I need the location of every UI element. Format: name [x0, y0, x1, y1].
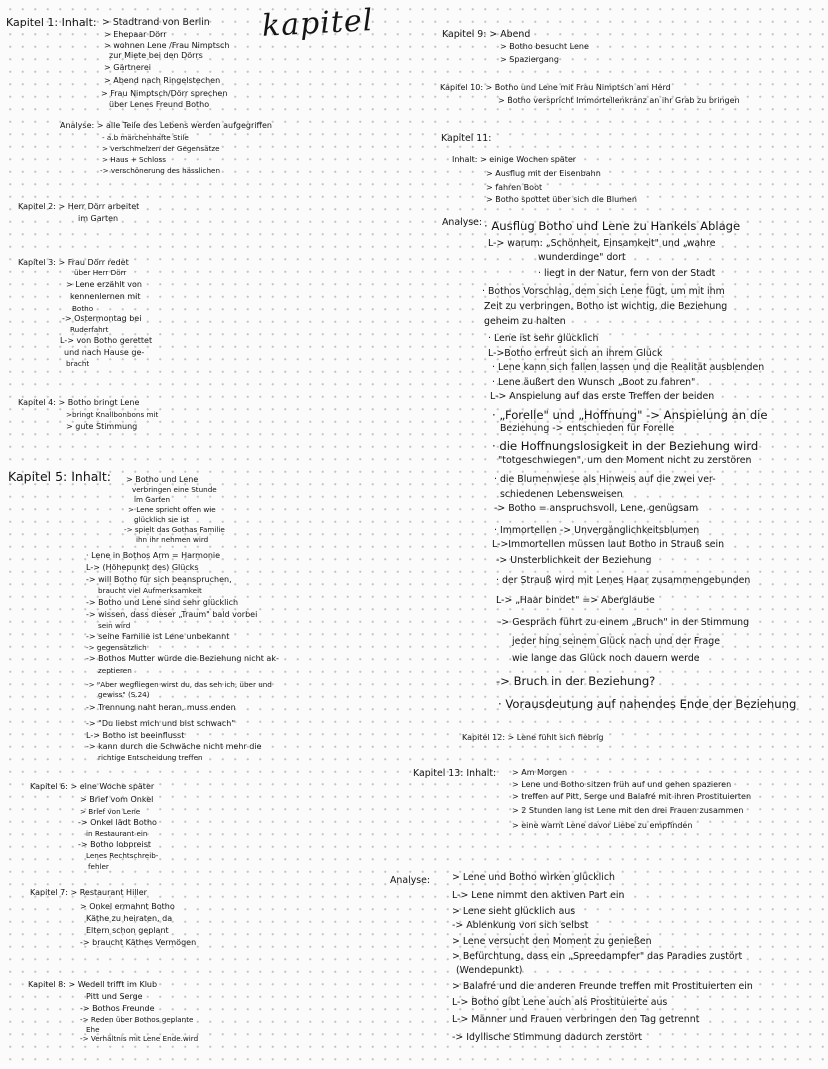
note-line-k11-a18: schiedenen Lebensweisen	[500, 489, 623, 500]
note-line-k3-l8: und nach Hause ge-	[64, 348, 145, 357]
note-line-k6-l3: -> Onkel lädt Botho	[78, 818, 157, 827]
note-line-k5-a17: -> kann durch die Schwäche nicht mehr die	[86, 742, 262, 751]
note-line-k6-l1: > Brief vom Onkel	[80, 795, 154, 804]
note-line-k5-l4: > Lene spricht offen wie	[128, 505, 216, 514]
note-line-k5-l1: > Botho und Lene	[126, 475, 199, 484]
note-line-k8-l3: -> Reden über Bothos geplante	[80, 1015, 194, 1024]
note-line-k5-a2: L-> (Höhepunkt des) Glücks	[86, 563, 199, 572]
note-line-k1-l2: > Ehepaar Dörr	[104, 30, 167, 39]
page-title: kapitel	[261, 3, 375, 44]
note-line-k5-a6: -> wissen, dass dieser „Traum" bald vorbei	[86, 610, 258, 619]
note-line-k5-a9: -> gegensätzlich	[86, 643, 147, 652]
note-line-k4-l1: >bringt Knallbonbons mit	[66, 410, 159, 419]
note-line-k11-a12: L-> Anspielung auf das erste Treffen der beiden	[490, 391, 715, 402]
note-line-k1-l5: > Gärtnerei	[104, 63, 152, 72]
note-line-k5-label: Kapitel 5: Inhalt:	[8, 469, 111, 484]
note-line-k13-l1: > Am Morgen	[512, 768, 568, 777]
note-line-k10-l1: > Botho verspricht Immortellenkranz an ihr Grab zu bringen	[498, 96, 740, 105]
note-line-k7-l2: Käthe zu heiraten, da	[86, 914, 173, 923]
note-line-k11-a10: · Lene kann sich fallen lassen und die Realität ausblenden	[492, 362, 765, 373]
note-line-k8-l5: -> Verhältnis mit Lene Ende.wird	[80, 1034, 199, 1043]
note-line-k11-a25: -> Gespräch führt zu einem „Bruch" in der Stimmung	[498, 617, 750, 628]
note-line-k11-a22: -> Unsterblichkeit der Beziehung	[496, 555, 652, 566]
note-line-k11-a2: L-> warum: „Schönheit, Einsamkeit" und „wahre	[488, 238, 716, 249]
note-line-k5-l2: verbringen eine Stunde	[132, 485, 217, 494]
note-line-k8-l2: -> Bothos Freunde	[80, 1004, 155, 1013]
note-line-k9-l1: > Botho besucht Lene	[500, 42, 589, 51]
note-line-k1-a4: -> verschönerung des hässlichen	[100, 166, 221, 175]
note-line-k6-label: Kapitel 6: > eine Woche später	[30, 782, 155, 791]
note-line-k11-a20: · Immortellen -> Unvergänglichkeitsblumen	[494, 525, 700, 536]
note-line-k7-l1: > Onkel ermahnt Botho	[80, 902, 175, 911]
note-line-k5-a12: -> "Aber wegfliegen wirst du, das seh ich, über und	[86, 680, 272, 689]
note-line-k3-l7: L-> von Botho gerettet	[60, 336, 153, 345]
note-line-k1-a3: > Haus + Schloss	[102, 155, 166, 164]
note-line-k5-l5: glücklich sie ist	[134, 515, 190, 524]
note-line-k11-an: Analyse:	[442, 217, 483, 228]
note-line-k13-a10: L-> Männer und Frauen verbringen den Tag getrennt	[452, 1014, 700, 1025]
note-line-k11-a9: L->Botho erfreut sich an ihrem Glück	[488, 348, 663, 359]
note-line-k11-a8: · Lene ist sehr glücklich	[488, 333, 599, 344]
note-line-k4-l2: > gute Stimmung	[66, 422, 138, 431]
note-line-k11-a1: · Ausflug Botho und Lene zu Hankels Ablage	[484, 219, 741, 233]
note-line-k7-label: Kapitel 7: > Restaurant Hiller	[30, 888, 147, 897]
note-line-k11-a27: wie lange das Glück noch dauern werde	[512, 653, 700, 664]
note-line-k9-label: Kapitel 9: > Abend	[442, 29, 531, 40]
note-line-k6-l5: -> Botho lobpreist	[78, 840, 151, 849]
note-line-k11-a26: jeder hing seinem Glück nach und der Frage	[512, 636, 720, 647]
note-line-k13-label: Kapitel 13: Inhalt:	[413, 768, 497, 779]
note-line-k11-a15: · die Hoffnungslosigkeit in der Beziehung wird	[492, 439, 759, 453]
note-line-k6-l2: > Brief von Lene	[80, 807, 141, 816]
note-line-k13-a6: > Befürchtung, dass ein „Spreedampfer" das Paradies zustört	[452, 951, 743, 962]
note-line-k13-a9: L-> Botho gibt Lene auch als Prostituierte aus	[452, 997, 668, 1008]
note-line-k5-a1: · Lene in Bothos Arm = Harmonie	[86, 551, 221, 560]
note-line-k8-l1: Pitt und Serge	[86, 992, 143, 1001]
note-line-k7-l3: Eltern schon geplant	[86, 926, 169, 935]
note-line-k5-a5: -> Botho und Lene sind sehr glücklich	[86, 598, 239, 607]
note-line-k1-l7: > Frau Nimptsch/Dörr sprechen	[101, 89, 228, 98]
note-line-k11-a28: -> Bruch in der Beziehung?	[496, 674, 656, 688]
note-line-k11-a7: geheim zu halten	[484, 316, 566, 327]
note-line-k3-l3: kennenlernen mit	[70, 292, 141, 301]
note-line-k5-a18: richtige Entscheidung treffen	[98, 753, 203, 762]
note-line-k1-l4: zur Miete bei den Dörrs	[109, 51, 203, 60]
note-line-k5-a4: braucht viel Aufmerksamkeit	[98, 586, 202, 595]
note-line-k3-l6: Ruderfahrt	[70, 325, 109, 334]
note-line-k11-a6: Zeit zu verbringen, Botho ist wichtig, die Beziehung	[484, 301, 728, 312]
note-line-k11-i1: > Ausflug mit der Eisenbahn	[486, 169, 601, 178]
note-line-k5-a7: sein wird	[98, 621, 131, 630]
note-line-k5-a10: -> Bothos Mutter würde die Beziehung nicht ak-	[86, 654, 279, 663]
note-line-k11-a16: "totgeschwiegen", um den Moment nicht zu zerstören	[498, 455, 752, 466]
note-line-k5-a11: zeptieren	[98, 666, 132, 675]
note-line-k3-l2: > Lene erzählt von	[66, 280, 143, 289]
note-line-k5-a3: -> will Botho für sich beanspruchen,	[86, 575, 232, 584]
note-line-k11-i2: > fahren Boot	[486, 183, 543, 192]
note-line-k8-l4: Ehe	[86, 1025, 100, 1034]
note-line-k5-l6: -> spielt das Gothas Familie	[124, 525, 225, 534]
note-line-k8-label: Kapitel 8: > Wedell trifft im Klub	[28, 980, 158, 989]
note-line-k11-a4: · liegt in der Natur, fern von der Stadt	[538, 268, 716, 279]
note-line-k10-label: Kapitel 10: > Botho und Lene mit Frau Nimptsch am Herd	[440, 83, 671, 92]
note-line-k11-a14: Beziehung -> entschieden für Forelle	[500, 423, 675, 434]
note-line-k3-label: Kapitel 3: > Frau Dörr redet	[18, 258, 129, 267]
note-line-k2-label: Kapitel 2: > Herr Dörr arbeitet	[18, 202, 140, 211]
note-line-k11-a13: · „Forelle" und „Hoffnung" -> Anspielung an die	[492, 408, 768, 422]
note-line-k11-i: Inhalt: > einige Wochen später	[452, 155, 577, 164]
note-line-k11-a19: -> Botho = anspruchsvoll, Lene, genügsam	[494, 503, 699, 514]
note-line-k7-l4: -> braucht Käthes Vermögen	[80, 938, 197, 947]
note-line-k11-a5: · Bothos Vorschlag, dem sich Lene fügt, um mit ihm	[482, 286, 725, 297]
note-line-k5-a16: L-> Botho ist beeinflusst	[86, 731, 185, 740]
note-line-k13-l4: > 2 Stunden lang ist Lene mit den drei Frauen zusammen	[512, 806, 744, 815]
note-line-k1-l6: > Abend nach Ringelstechen	[104, 76, 221, 85]
note-line-k12-label: Kapitel 12: > Lene fühlt sich fiebrig	[462, 733, 604, 742]
note-line-k1-an: Analyse: > alle Teile des Lebens werden aufgegriffen	[60, 121, 272, 130]
note-line-k13-l3: > treffen auf Pitt, Serge und Balafré mit ihren Prostituierten	[512, 792, 752, 801]
note-line-k5-a8: -> seine Familie ist Lene unbekannt	[86, 632, 230, 641]
note-line-k1-label: Kapitel 1: Inhalt:	[6, 16, 97, 29]
note-line-k1-l8: über Lenes Freund Botho	[109, 100, 210, 109]
note-line-k5-a15: -> "Du liebst mich und bist schwach"	[86, 719, 236, 728]
note-line-k13-a4: -> Ablenkung von sich selbst	[452, 920, 589, 931]
note-line-k13-a11: -> Idyllische Stimmung dadurch zerstört	[452, 1032, 643, 1043]
note-line-k3-l4: Botho	[72, 304, 94, 313]
note-line-k11-label: Kapitel 11:	[441, 133, 492, 144]
note-line-k11-a17: · die Blumenwiese als Hinweis auf die zwei ver-	[494, 474, 716, 485]
note-line-k1-a1: - a.b märchenhafte Stile	[102, 133, 189, 142]
note-line-k13-l5: > eine warnt Lene davor Liebe zu empfinden	[512, 821, 693, 830]
note-line-k6-l4: in Restaurant ein	[86, 829, 148, 838]
note-line-k13-a7: (Wendepunkt)	[456, 965, 523, 976]
note-line-k2-l1: im Garten	[78, 214, 119, 223]
note-line-k5-a13: gewiss" (S.24)	[98, 690, 150, 699]
note-line-k4-label: Kapitel 4: > Botho bringt Lene	[18, 398, 140, 407]
note-line-k1-a2: > verschmelzen der Gegensätze	[102, 144, 220, 153]
note-line-k11-a29: · Vorausdeutung auf nahendes Ende der Beziehung	[498, 697, 797, 711]
note-line-k11-a21: L->Immortellen müssen laut Botho in Strauß sein	[492, 539, 725, 550]
note-line-k6-l7: fehler	[88, 862, 109, 871]
note-line-k11-i3: > Botho spottet über sich die Blumen	[486, 195, 637, 204]
note-line-k13-l2: > Lene und Botho sitzen früh auf und gehen spazieren	[512, 780, 732, 789]
note-line-k13-a1: > Lene und Botho wirken glücklich	[452, 872, 615, 883]
note-line-k3-l9: bracht	[66, 359, 90, 368]
note-line-k11-a3: wunderdinge" dort	[538, 252, 626, 263]
note-line-k1-l3: > wohnen Lene /Frau Nimptsch	[104, 41, 230, 50]
note-line-k13-an: Analyse:	[390, 875, 431, 886]
note-line-k5-l7: ihn ihr nehmen wird	[136, 535, 209, 544]
note-line-k9-l2: > Spaziergang	[500, 55, 559, 64]
note-line-k13-a8: > Balafré und die anderen Freunde treffen mit Prostituierten ein	[452, 981, 753, 992]
note-line-k11-a24: L-> „Haar bindet" => Aberglaube	[496, 595, 655, 606]
note-line-k5-a14: -> Trennung naht heran, muss enden	[86, 703, 236, 712]
note-line-k11-a23: · der Strauß wird mit Lenes Haar zusammengebunden	[496, 575, 751, 586]
note-line-k13-a5: > Lene versucht den Moment zu genießen	[452, 936, 652, 947]
note-line-k13-a3: > Lene sieht glücklich aus	[452, 906, 576, 917]
note-line-k1-l1: > Stadtrand von Berlin	[102, 17, 210, 28]
note-line-k11-a11: · Lene äußert den Wunsch „Boot zu fahren"	[492, 377, 696, 388]
note-line-k13-a2: L-> Lene nimmt den aktiven Part ein	[452, 890, 625, 901]
note-line-k5-l3: im Garten	[134, 495, 171, 504]
note-line-k3-l5: -> Ostermontag bei	[62, 314, 142, 323]
note-line-k6-l6: Lenes Rechtschreib-	[86, 851, 159, 860]
note-line-k3-l1: über Herr Dörr	[74, 268, 127, 277]
